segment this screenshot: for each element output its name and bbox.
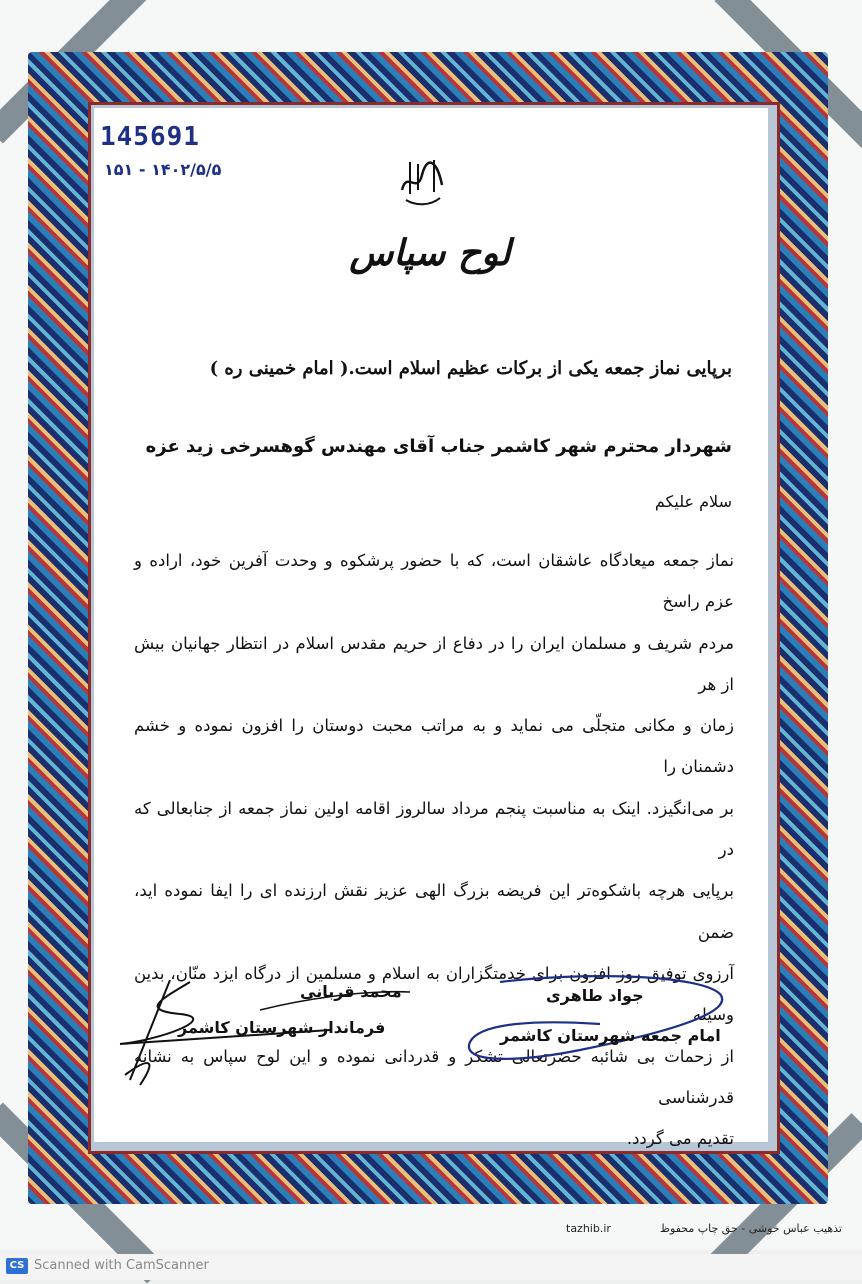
body-line: از زحمات بی شائبه حضرتعالی تشکر و قدردانی نموده و این لوح سپاس به نشانه قدرشناسی [134, 1046, 734, 1107]
left-signatory-title: فرماندار شهرستان کاشمر [178, 1018, 386, 1037]
basmala-calligraphy-icon [392, 150, 452, 210]
footer-copyright: تذهیب عباس خوشی - حق چاپ محفوظ [659, 1222, 842, 1235]
footer-website: tazhib.ir [566, 1222, 611, 1235]
greeting: سلام علیکم [654, 492, 732, 511]
body-line: مردم شریف و مسلمان ایران را در دفاع از حریم مقدس اسلام در انتظار جهانیان بیش از هر [134, 633, 734, 694]
addressee-line: شهردار محترم شهر کاشمر جناب آقای مهندس گوهسرخی زید عزه [145, 436, 732, 457]
body-line: آرزوی توفیق روز افزون برای خدمتگزاران به اسلام و مسلمین از درگاه ایزد منّان، بدین وسیله [134, 963, 734, 1025]
body-line: بر می‌انگیزد. اینک به مناسبت پنجم مرداد سالروز اقامه اولین نماز جمعه از جنابعالی که در [134, 798, 734, 860]
serial-number: 145691 [100, 122, 200, 152]
serial-date: ۱۴۰۲/۵/۵ - ۱۵۱ [104, 160, 222, 179]
khomeini-quote: برپایی نماز جمعه یکی از برکات عظیم اسلام است.( امام خمینی ره ) [209, 358, 732, 379]
right-signatory-title: امام جمعه شهرستان کاشمر [500, 1026, 721, 1045]
body-line: نماز جمعه میعادگاه عاشقان است، که با حضور پرشکوه و وحدت آفرین خود، اراده و عزم راسخ [134, 551, 734, 612]
left-signatory-name: محمد قربانی [300, 982, 402, 1001]
body-line: زمان و مکانی متجلّی می نماید و به مراتب محبت دوستان را افزون نموده و خشم دشمنان را [134, 716, 734, 777]
scanner-label: Scanned with CamScanner [34, 1258, 209, 1273]
camscanner-logo-icon: CS [6, 1258, 28, 1274]
body-line: تقدیم می گردد. [626, 1129, 734, 1149]
certificate-title: لوح سپاس [349, 232, 511, 274]
right-signatory-name: جواد طاهری [546, 986, 644, 1005]
body-line: برپایی هرچه باشکوه‌تر این فریضه بزرگ الهی عزیز نقش ارزنده ای را ایفا نموده اید، ضمن [134, 881, 734, 942]
